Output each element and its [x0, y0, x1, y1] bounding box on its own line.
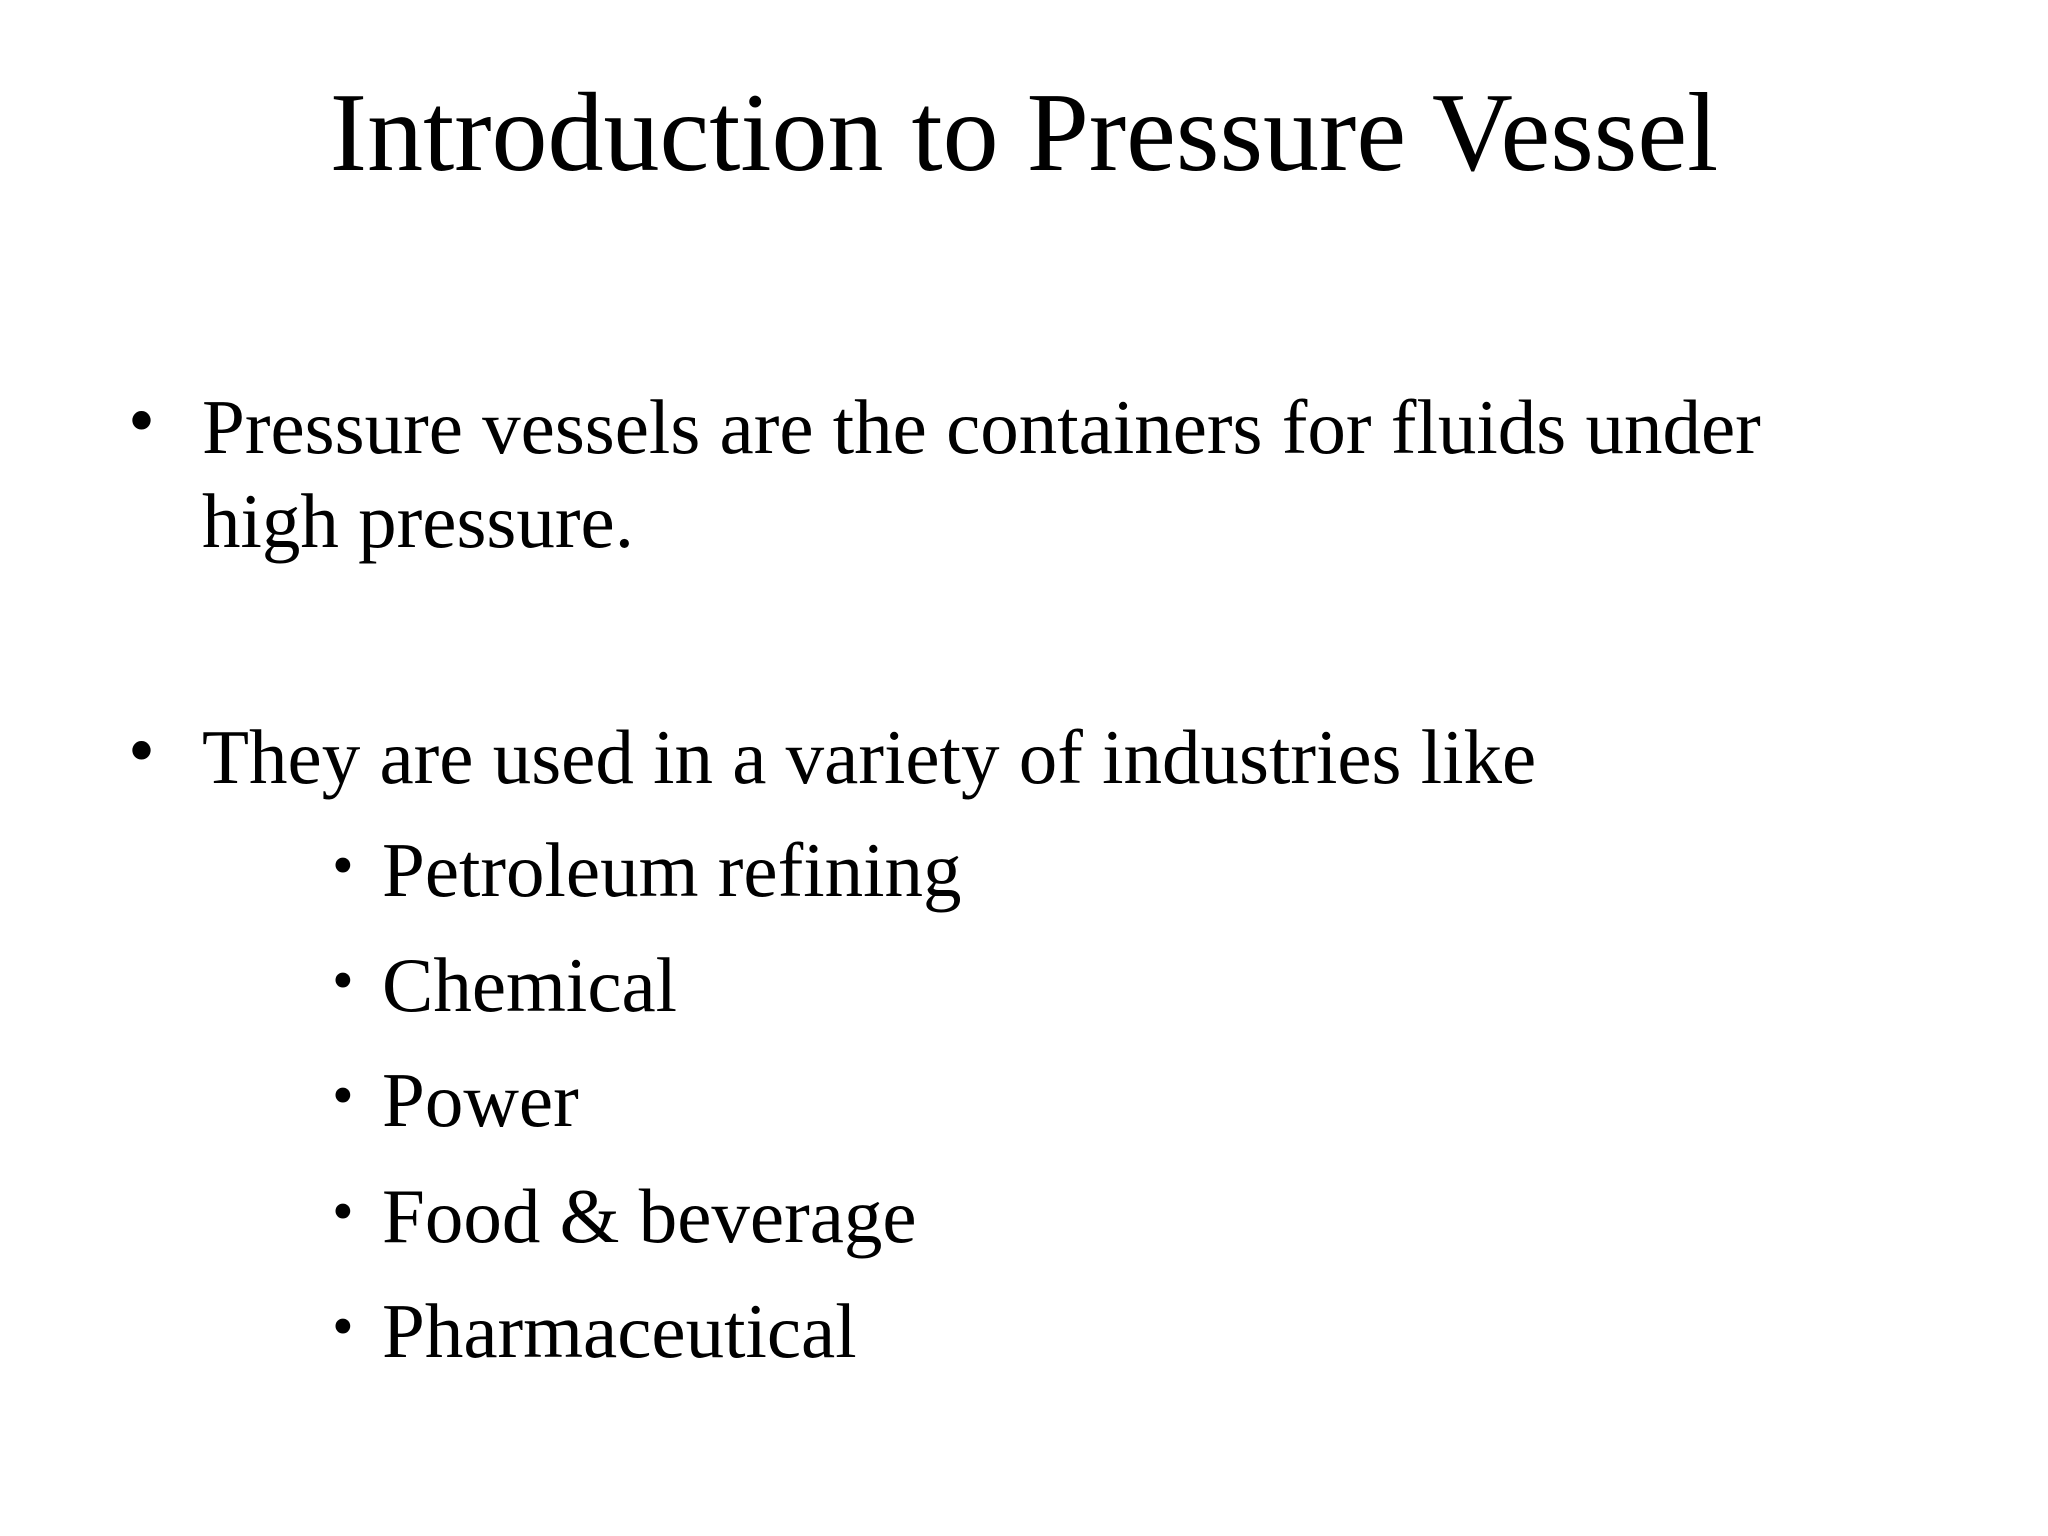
bullet-2-line-1: They are used in a variety of industries like	[202, 714, 1537, 800]
bullet-1-line-1: Pressure vessels are the containers for fluids under	[202, 384, 1761, 470]
bullet-text-2	[202, 710, 1962, 804]
sub-bullet-marker: •	[332, 947, 354, 1015]
sub-bullet-marker: •	[332, 1293, 354, 1361]
sub-item-text: Chemical	[382, 942, 678, 1028]
sub-item-text: Petroleum refining	[382, 827, 962, 913]
bullet-1-line-2: high pressure.	[202, 478, 634, 564]
sub-bullet-marker: •	[332, 1062, 354, 1130]
sub-bullet-marker: •	[332, 1178, 354, 1246]
slide-title: Introduction to Pressure Vessel	[329, 71, 1719, 195]
bullet-marker: •	[128, 707, 155, 793]
bullet-marker: •	[128, 377, 155, 463]
bullet-text-1	[202, 380, 1962, 568]
sub-item-text: Power	[382, 1057, 579, 1143]
sub-item-text: Food & beverage	[382, 1173, 917, 1259]
sub-item-text: Pharmaceutical	[382, 1288, 857, 1374]
sub-bullet-marker: •	[332, 832, 354, 900]
